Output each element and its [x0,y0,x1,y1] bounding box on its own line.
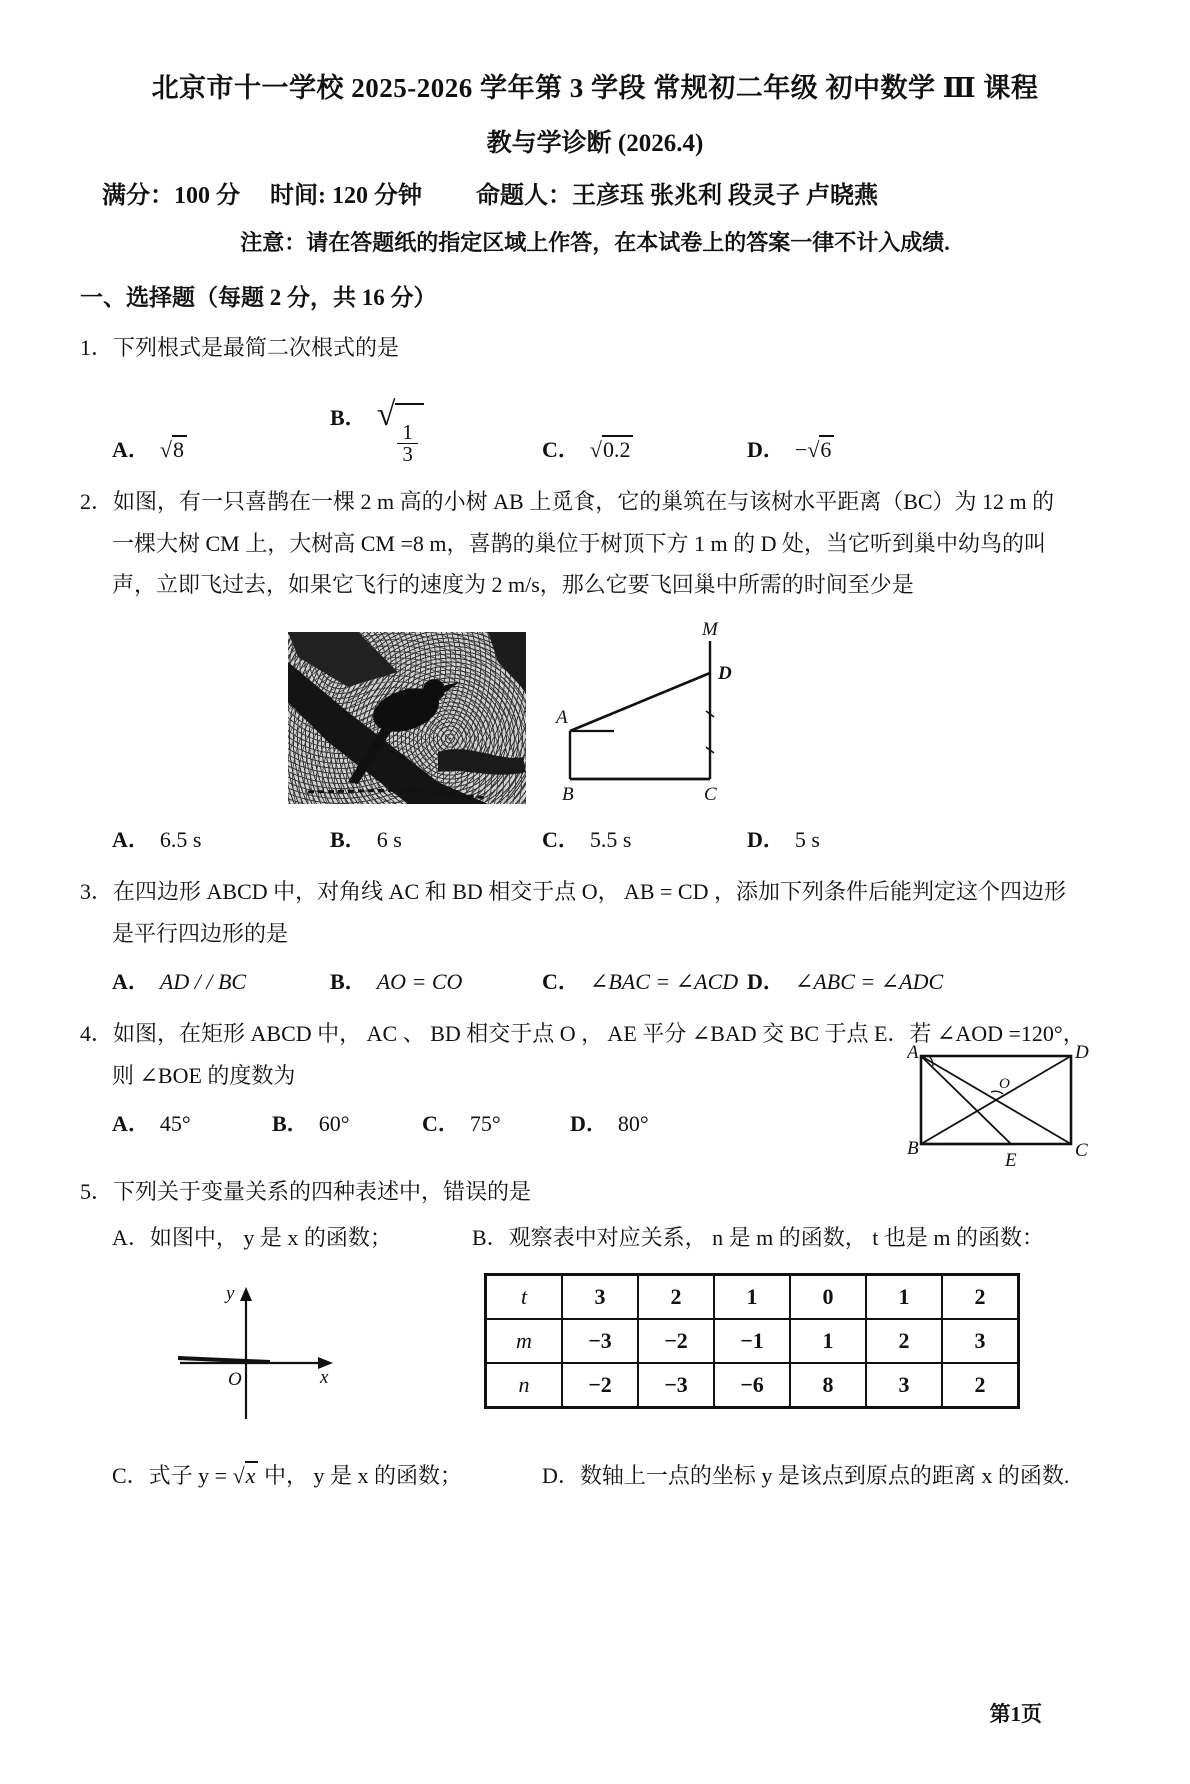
question-stem-text: 在四边形 ABCD 中，对角线 AC 和 BD 相交于点 O， AB = CD ，添加下列条件后能判定这个四边形 [113,879,1066,905]
option-label: C． [542,827,580,853]
rectangle-diagram [907,1044,1092,1174]
question-5-option-c [112,1460,542,1492]
option-a [112,434,330,466]
fraction [397,419,418,467]
axes-graph [170,1279,350,1434]
option-a-text: A．如图中， y 是 x 的函数； [112,1224,392,1250]
table-cell: 1 [866,1275,942,1320]
option-text: 6 s [376,827,402,853]
option-d [747,966,1110,998]
point-label-O: O [999,1075,1010,1092]
radicand: x [245,1461,259,1488]
question-2-options [80,824,1110,856]
axis-label-y: y [226,1283,235,1305]
question-5-cd-row [80,1460,1110,1492]
question-5-option-d: D．数轴上一点的坐标 y 是该点到原点的距离 x 的函数. [542,1463,1070,1489]
question-2-stem-line1 [80,486,1110,518]
radicand: 6 [819,435,834,462]
point-label-A: A [556,707,568,729]
radicand: 0.2 [602,435,634,462]
table-cell: 1 [790,1319,866,1363]
table-cell: t [486,1275,563,1320]
table-cell: 2 [638,1275,714,1320]
question-2-stem-line2: 一棵大树 CM 上，大树高 CM =8 m，喜鹊的巢位于树顶下方 1 m 的 D 处，当它听到巢中幼鸟的叫 [112,530,1046,556]
paper-title-line1: 北京市十一学校 2025-2026 学年第 3 学段 常规初二年级 初中数学 Ⅲ 课程 [151,73,1039,103]
table-row-t [486,1275,1019,1320]
question-stem-text: 如图，在矩形 ABCD 中， AC 、 BD 相交于点 O ， AE 平分 ∠BAD 交 BC 于点 E．若 ∠AOD =120°， [113,1020,1085,1046]
option-text: 75° [469,1110,501,1136]
radical-sign: √ [159,436,172,462]
question-4 [80,1018,1110,1171]
table-cell: 2 [942,1363,1019,1408]
table-cell: m [486,1319,563,1363]
option-a [112,824,330,856]
question-5-ab-row [80,1222,1110,1435]
option-c-post: 中， y 是 x 的函数； [263,1463,462,1489]
question-4-options [80,1108,752,1140]
point-label-E: E [1005,1149,1017,1171]
table-cell: 1 [714,1275,790,1320]
option-text: 6.5 s [159,827,202,853]
radical-sign: √ [376,395,396,433]
table-cell: −3 [562,1319,638,1363]
question-3 [80,876,1110,998]
question-5-stem [80,1176,1110,1208]
option-text: 5 s [794,827,820,853]
point-label-D: D [718,663,732,685]
option-b [330,966,542,998]
table-cell: −1 [714,1319,790,1363]
question-4-stem-line2: 则 ∠BOE 的度数为 [112,1062,296,1088]
fraction-denominator: 3 [397,443,418,465]
option-text: AO = CO [376,969,463,995]
question-number: 5． [80,1178,114,1204]
table-cell: −3 [638,1363,714,1408]
magpie-photo-overlay [288,632,526,804]
table-cell: 3 [942,1319,1019,1363]
section-title-choice: 一、选择题（每题 2 分，共 16 分） [80,285,437,310]
option-text: ∠BAC = ∠ACD [589,969,739,995]
sign-prefix: − [794,436,808,462]
table-row-n [486,1363,1019,1408]
question-5-option-b [472,1222,1110,1435]
question-1-options [80,390,1110,466]
option-text: 60° [318,1110,350,1136]
question-number: 3． [80,879,114,905]
point-label-A: A [907,1043,919,1063]
option-label: B． [330,404,367,430]
table-cell: −2 [562,1363,638,1408]
paper-meta-line: 满分：100 分 时间: 120 分钟 命题人：王彦珏 张兆利 段灵子 卢晓燕 [102,183,878,209]
question-5-option-a [112,1222,472,1435]
option-c [422,1108,570,1140]
option-label: D． [747,827,785,853]
option-text: 80° [617,1110,649,1136]
right-triangle-diagram [554,619,759,804]
question-number: 1． [80,335,114,360]
magpie-photo [288,632,526,804]
question-number: 4． [80,1020,114,1046]
question-stem-text: 如图，有一只喜鹊在一棵 2 m 高的小树 AB 上觅食，它的巢筑在与该树水平距离（BC）为 12 m 的 [113,488,1055,514]
origin-label: O [228,1369,242,1391]
radicand: 8 [172,435,187,462]
option-c [542,966,747,998]
point-label-B: B [562,784,574,805]
fraction-numerator: 1 [402,419,413,444]
question-3-options [80,966,1110,998]
function-table [484,1273,1020,1409]
option-text: ∠ABC = ∠ADC [794,969,944,995]
page-number: 第1页 [989,1702,1042,1726]
question-3-stem-line2: 是平行四边形的是 [112,921,289,947]
table-cell: n [486,1363,563,1408]
option-b [272,1108,422,1140]
option-c [542,434,747,466]
question-1-stem [80,332,1110,364]
question-number: 2． [80,488,114,514]
question-1 [80,332,1110,466]
option-a [112,1108,272,1140]
radical-sign: √ [232,1463,245,1489]
option-label: A． [112,827,150,853]
option-label: D． [747,969,785,995]
option-label: B． [330,969,367,995]
point-label-D: D [1075,1043,1089,1063]
table-cell: 2 [942,1275,1019,1320]
option-d [747,434,1110,466]
point-label-B: B [907,1137,919,1159]
table-cell: 3 [562,1275,638,1320]
option-b [330,390,542,466]
table-cell: 0 [790,1275,866,1320]
option-b-text: B．观察表中对应关系， n 是 m 的函数， t 也是 m 的函数： [472,1224,1045,1250]
option-label: A． [112,969,150,995]
table-cell: 3 [866,1363,942,1408]
paper-title-line2: 教与学诊断 (2026.4) [486,130,704,157]
question-stem-text: 下列根式是最简二次根式的是 [113,335,400,360]
option-d [747,824,1110,856]
question-2-figures [288,619,1110,804]
option-label: A． [112,1110,150,1136]
option-label: D． [570,1110,608,1136]
paper-notice: 注意：请在答题纸的指定区域上作答，在本试卷上的答案一律不计入成绩. [240,230,950,255]
option-label: D． [747,436,785,462]
question-2-stem-line3: 声，立即飞过去，如果它飞行的速度为 2 m/s，那么它要飞回巢中所需的时间至少是 [112,572,914,598]
point-label-M: M [702,619,718,641]
question-5 [80,1176,1110,1493]
question-2 [80,486,1110,857]
point-label-C: C [1075,1139,1088,1161]
option-label: C． [542,969,580,995]
option-text: AD / / BC [159,969,247,995]
option-a [112,966,330,998]
option-d [570,1108,752,1140]
question-stem-text: 下列关于变量关系的四种表述中，错误的是 [113,1178,532,1204]
question-3-stem-line1 [80,876,1110,908]
axis-label-x: x [320,1367,329,1389]
option-label: C． [422,1110,460,1136]
option-label: B． [272,1110,309,1136]
radical-sign: √ [807,436,820,462]
option-b [330,824,542,856]
option-label: C． [542,436,580,462]
option-label: A． [112,436,150,462]
table-cell: 8 [790,1363,866,1408]
table-row-m [486,1319,1019,1363]
option-label: B． [330,827,367,853]
point-label-C: C [704,784,717,805]
table-cell: 2 [866,1319,942,1363]
radical-sign: √ [589,436,602,462]
option-text: 45° [159,1110,191,1136]
table-cell: −2 [638,1319,714,1363]
option-text: 5.5 s [589,827,632,853]
option-c-pre: C．式子 y = [112,1463,228,1489]
table-cell: −6 [714,1363,790,1408]
option-c [542,824,747,856]
